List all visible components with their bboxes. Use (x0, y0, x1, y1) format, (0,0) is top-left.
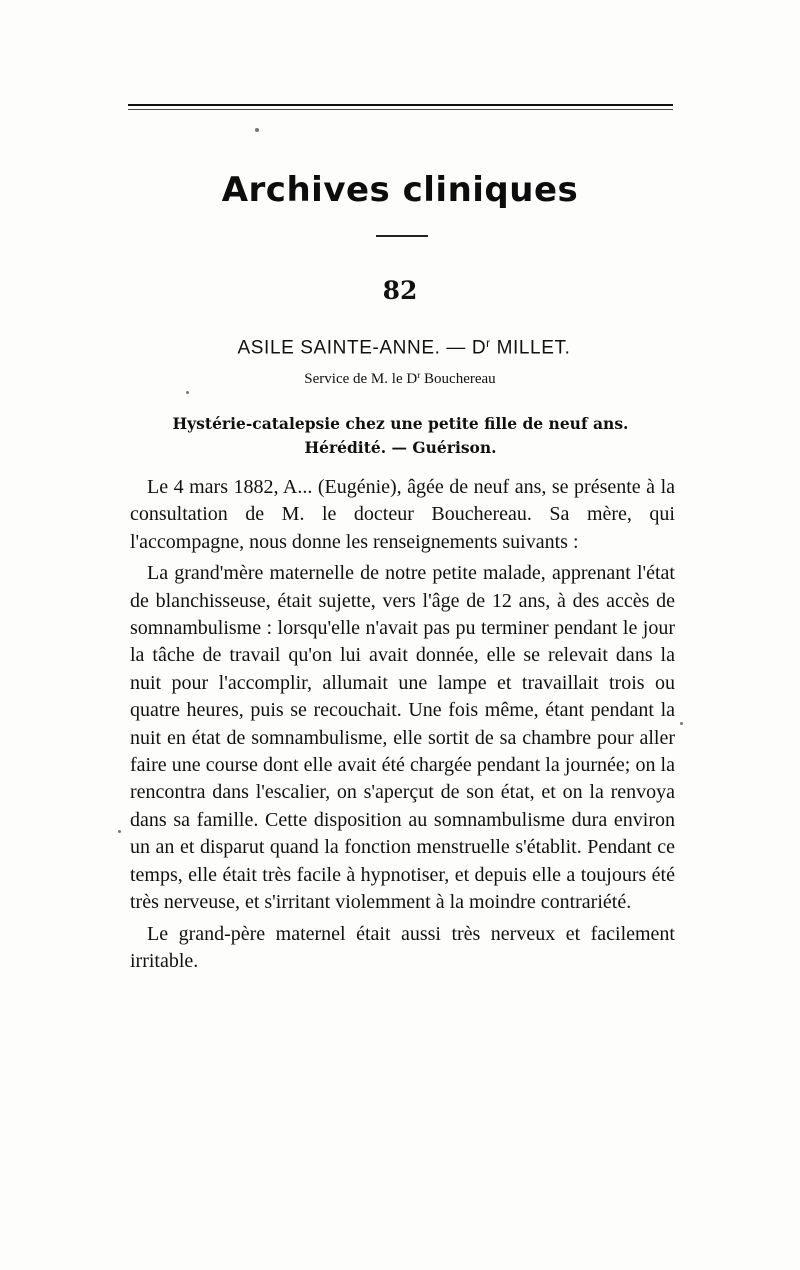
case-number: 82 (382, 276, 418, 305)
paragraph-2: La grand'mère maternelle de notre petite malade, apprenant l'état de blanchisseuse, était sujette, vers l'âge de 12 ans, à des accès de somnambulisme : lorsqu'elle n'avait pas pu terminer pendant le jour la tâche de travail qu'on lui avait donnée, elle se relevait dans la nuit pour l'accomplir, allumait une lampe et travaillait trois ou quatre heures, puis se recouchait. Une fois même, étant pendant la nuit en état de somnambulisme, elle sortit de sa chambre pour aller faire une course dont elle avait été chargée pendant la journée; on la rencontra dans l'escalier, on s'aperçut de son état, et on la renvoya dans sa famille. Cette disposition au somnambulisme dura environ un an et disparut quand la fonction menstruelle s'établit. Pendant ce temps, elle était très facile à hypnotiser, et depuis elle a toujours été très nerveuse, et s'irritant violemment à la moindre contrariété. (130, 562, 675, 914)
service-suffix: Bouchereau (420, 371, 496, 388)
header-rule-thin (128, 109, 673, 110)
institution-prefix: ASILE SAINTE-ANNE. — D (237, 337, 487, 359)
case-subtitle (128, 412, 673, 460)
header-double-rule (128, 104, 673, 114)
paragraph-1: Le 4 mars 1882, A... (Eugénie), âgée de neuf ans, se présente à la consultation de M. le docteur Bouchereau. Sa mère, qui l'accompagne, nous donne les renseignements suivants : (130, 476, 675, 553)
institution-suffix: MILLET. (490, 337, 571, 359)
institution-superscript: r (486, 337, 491, 350)
title-divider (376, 235, 428, 237)
ink-speck (186, 391, 189, 394)
service-superscript: r (417, 371, 421, 381)
ink-speck (118, 830, 121, 833)
paragraph-3: Le grand-père maternel était aussi très nerveux et facilement irritable. (130, 922, 675, 972)
service-line (0, 371, 800, 388)
ink-speck (680, 722, 683, 725)
ink-speck (255, 128, 259, 132)
service-prefix: Service de M. le D (304, 371, 418, 388)
subtitle-line-2: Hérédité. — Guérison. (304, 438, 497, 457)
body-text (130, 474, 675, 975)
institution-line (0, 337, 800, 359)
header-rule-thick (128, 104, 673, 106)
subtitle-line-1: Hystérie-catalepsie chez une petite fille de neuf ans. (172, 414, 629, 433)
page-title: Archives cliniques (221, 170, 579, 210)
